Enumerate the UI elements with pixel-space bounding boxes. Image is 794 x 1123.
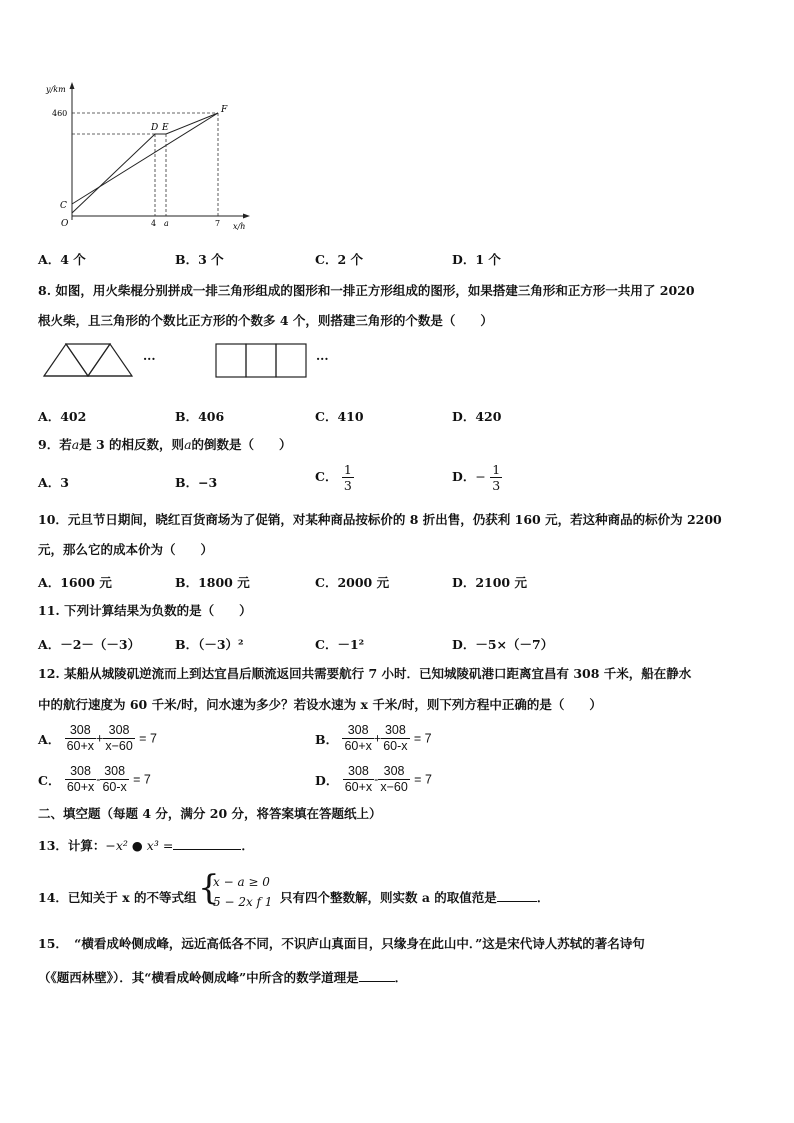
q8-option-b: B．406 xyxy=(175,409,225,424)
q10-stem-line2: 元，那么它的成本价为（ ） xyxy=(38,542,214,557)
q12-option-d: D． $\frac{308}{60+x}$ - $\frac{308}{x-60}$ = 7 xyxy=(315,764,432,794)
x-tick-a: a xyxy=(164,219,169,228)
q7-option-a: A．4 个 xyxy=(38,252,86,267)
q15-answer-blank xyxy=(359,981,395,982)
q15-stem-line2: （《题西林壁》）．其“横看成岭侧成峰”中所含的数学道理是 ． xyxy=(38,970,408,985)
q12-stem-line2: 中的航行速度为 60 千米/时，问水速为多少？若设水速为 x 千米/时，则下列方程中正确的是（ ） xyxy=(38,697,602,712)
q8-option-a: A．402 xyxy=(38,409,87,424)
y-axis-label: y/km xyxy=(46,85,66,94)
q10-option-d: D．2100 元 xyxy=(452,575,527,590)
point-D-label: D xyxy=(151,123,159,133)
q13: 13．计算：−x² ● x³ = ． xyxy=(38,838,254,853)
q9-c-fraction: $\frac{1}{3}$ xyxy=(343,462,352,493)
q11-option-c: C．－1² xyxy=(315,637,365,652)
q12-option-b: B． $\frac{308}{60+x}$ + $\frac{308}{60-x}$ = 7 xyxy=(315,723,432,753)
x-tick-7: 7 xyxy=(215,219,221,228)
point-C-label: C xyxy=(60,201,67,211)
q12-stem-line1: 12. 某船从城陵矶逆流而上到达宜昌后顺流返回共需要航行 7 小时．已知城陵矶港口距离宜昌有 308 千米，船在静水 xyxy=(38,666,692,681)
triangles-figure xyxy=(40,340,140,380)
q9-stem: 9．若a是 3 的相反数，则a的倒数是（ ） xyxy=(38,437,292,452)
point-E-label: E xyxy=(162,123,169,133)
q11-stem: 11. 下列计算结果为负数的是（ ） xyxy=(38,603,252,618)
q10-stem-line1: 10．元旦节日期间，晓红百货商场为了促销，对某种商品按标价的 8 折出售，仍获利 160 元，若这种商品的标价为 2200 xyxy=(38,512,722,527)
q8-option-d: D．420 xyxy=(452,409,502,424)
q14-pre: 14．已知关于 x 的不等式组 xyxy=(38,890,197,905)
q14-answer-blank xyxy=(497,901,537,902)
q10-option-c: C．2000 元 xyxy=(315,575,390,590)
q15-stem-line1: 15． “横看成岭侧成峰，远近高低各不同，不识庐山真面目，只缘身在此山中．”这是宋代诗人苏轼的著名诗句 xyxy=(38,936,645,951)
q8-stem-line2: 根火柴，且三角形的个数比正方形的个数多 4 个，则搭建三角形的个数是（ ） xyxy=(38,313,493,328)
line-C-F xyxy=(72,113,218,204)
q7-option-c: C．2 个 xyxy=(315,252,363,267)
squares-ellipsis: ··· xyxy=(316,352,329,366)
q12-option-a: A． $\frac{308}{60+x}$ + $\frac{308}{x-60}$ = 7 xyxy=(38,723,157,753)
distance-time-graph xyxy=(40,78,260,238)
y-axis-arrow xyxy=(70,82,75,89)
section-2-heading: 二、填空题（每题 4 分，满分 20 分，将答案填在答题纸上） xyxy=(38,806,382,821)
x-tick-4: 4 xyxy=(151,219,157,228)
x-axis-label: x/h xyxy=(233,222,246,231)
x-axis-arrow xyxy=(243,214,250,219)
point-F-label: F xyxy=(221,105,228,115)
line-E-F xyxy=(166,113,218,134)
q9-option-d: D．− $\frac{1}{3}$ xyxy=(452,462,501,493)
q9-option-a: A．3 xyxy=(38,475,69,490)
q11-option-b: B．（－3）² xyxy=(175,637,244,652)
q11-option-a: A．－2－（－3） xyxy=(38,637,141,652)
q10-option-b: B．1800 元 xyxy=(175,575,250,590)
q7-option-b: B．3 个 xyxy=(175,252,224,267)
q14-post: 只有四个整数解，则实数 a 的取值范是 ． xyxy=(280,890,550,905)
q11-option-d: D．－5×（－7） xyxy=(452,637,554,652)
q10-option-a: A．1600 元 xyxy=(38,575,112,590)
point-O-label: O xyxy=(61,219,69,229)
triangles-ellipsis: ··· xyxy=(143,352,156,366)
q7-option-d: D．1 个 xyxy=(452,252,501,267)
q14-brace: { xyxy=(198,868,220,908)
q9-d-fraction: $\frac{1}{3}$ xyxy=(492,462,501,493)
q8-option-c: C．410 xyxy=(315,409,364,424)
squares-figure xyxy=(214,342,310,380)
q9-option-b: B．−3 xyxy=(175,475,218,490)
q8-stem-line1: 8. 如图，用火柴棍分别拼成一排三角形组成的图形和一排正方形组成的图形，如果搭建三角形和正方形一共用了 2020 xyxy=(38,283,695,298)
q12-option-c: C． $\frac{308}{60+x}$ - $\frac{308}{60-x}$ = 7 xyxy=(38,764,151,794)
q13-answer-blank xyxy=(173,849,241,850)
line-O-D xyxy=(72,134,155,213)
q14-system: x − a ≥ 0 5 − 2x f 1 xyxy=(213,875,273,909)
y-tick-460: 460 xyxy=(52,109,68,118)
q9-option-c: C． $\frac{1}{3}$ xyxy=(315,462,352,493)
